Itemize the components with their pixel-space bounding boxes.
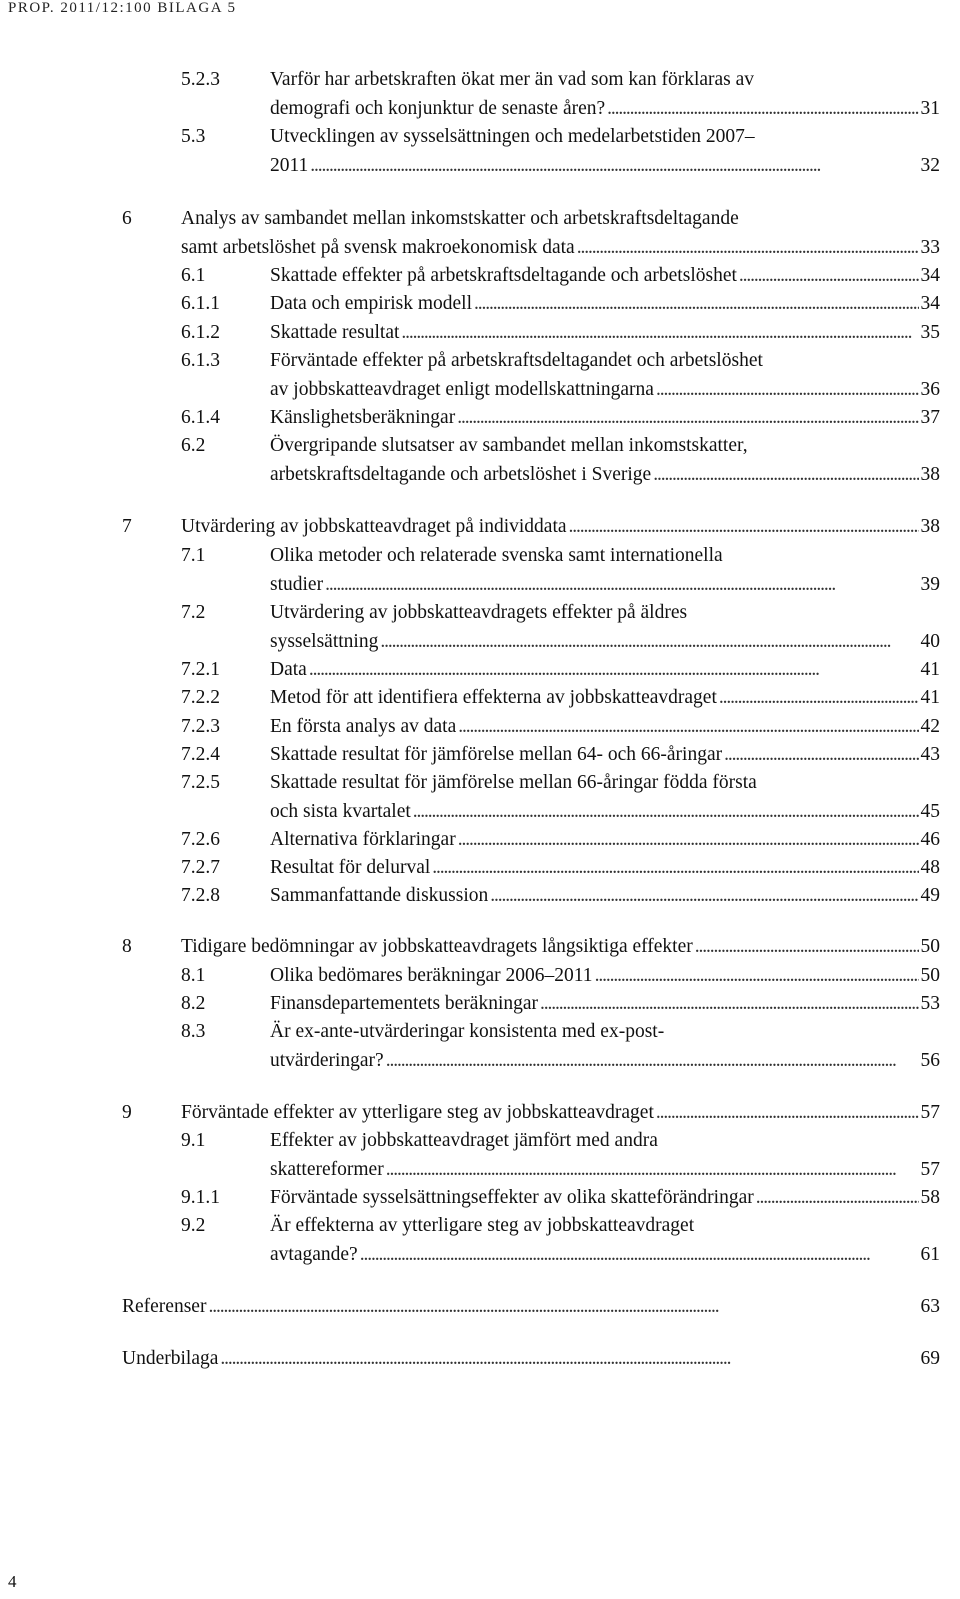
toc-entry-title: Underbilaga bbox=[122, 1348, 219, 1369]
toc-entry-link[interactable] bbox=[122, 1344, 940, 1374]
toc-entry-number: 7.2.3 bbox=[181, 716, 220, 737]
toc-entry-line bbox=[0, 289, 960, 319]
toc-entry-link[interactable] bbox=[181, 932, 940, 962]
toc-entry-line bbox=[0, 1211, 960, 1241]
toc-entry-title: Finansdepartementets beräkningar bbox=[270, 993, 539, 1014]
dot-leader bbox=[325, 570, 918, 600]
toc-page-number: 40 bbox=[920, 631, 940, 652]
toc-entry-link[interactable] bbox=[181, 512, 940, 542]
dot-leader bbox=[739, 261, 919, 291]
toc-entry-title: Övergripande slutsatser av sambandet mellan inkomstskatter, bbox=[270, 435, 748, 456]
toc-entry-title: avtagande? bbox=[270, 1244, 358, 1265]
toc-entry-title: Data och empirisk modell bbox=[270, 293, 472, 314]
toc-entry-line bbox=[0, 683, 960, 713]
toc-entry-link[interactable] bbox=[270, 94, 940, 124]
toc-page-number: 35 bbox=[920, 322, 940, 343]
toc-page-number: 39 bbox=[920, 574, 940, 595]
toc-entry-title: Effekter av jobbskatteavdraget jämfört med andra bbox=[270, 1130, 658, 1151]
toc-entry-number: 7.2.5 bbox=[181, 772, 220, 793]
toc-entry-link[interactable] bbox=[270, 460, 940, 490]
toc-entry-title: Olika bedömares beräkningar 2006–2011 bbox=[270, 965, 593, 986]
toc-entry-title: Metod för att identifiera effekterna av jobbskatteavdraget bbox=[270, 687, 717, 708]
dot-leader bbox=[360, 1240, 919, 1270]
toc-entry-title: Olika metoder och relaterade svenska samt internationella bbox=[270, 545, 723, 566]
toc-entry-line bbox=[0, 512, 960, 542]
toc-entry-number: 7.2.1 bbox=[181, 659, 220, 680]
toc-entry-number: 7.1 bbox=[181, 545, 206, 566]
toc-page-number: 63 bbox=[920, 1296, 940, 1317]
toc-entry-line bbox=[0, 1240, 960, 1270]
toc-page-number: 32 bbox=[920, 155, 940, 176]
toc-entry-line bbox=[0, 65, 960, 95]
toc-entry-title: Data bbox=[270, 659, 307, 680]
toc-page-number: 53 bbox=[920, 993, 940, 1014]
toc-entry-line bbox=[0, 932, 960, 962]
toc-entry-line bbox=[0, 712, 960, 742]
toc-page-number: 43 bbox=[920, 744, 940, 765]
toc-entry-number: 7.2 bbox=[181, 602, 206, 623]
toc-entry-number: 6.2 bbox=[181, 435, 206, 456]
toc-entry-link[interactable] bbox=[270, 825, 940, 855]
dot-leader bbox=[490, 881, 918, 911]
toc-page-number: 38 bbox=[920, 464, 940, 485]
toc-entry-link[interactable] bbox=[270, 797, 940, 827]
toc-entry-link[interactable] bbox=[270, 627, 940, 657]
toc-entry-link[interactable] bbox=[270, 1155, 940, 1185]
dot-leader bbox=[695, 932, 919, 962]
toc-entry-line bbox=[0, 1046, 960, 1076]
toc-page-number: 56 bbox=[920, 1050, 940, 1071]
toc-entry-line bbox=[0, 570, 960, 600]
dot-leader bbox=[386, 1046, 919, 1076]
toc-entry-title: Skattade resultat för jämförelse mellan 66-åringar födda första bbox=[270, 772, 757, 793]
toc-entry-line bbox=[0, 740, 960, 770]
toc-entry-title: Skattade resultat bbox=[270, 322, 400, 343]
toc-entry-number: 8.1 bbox=[181, 965, 206, 986]
toc-entry-line bbox=[0, 961, 960, 991]
toc-entry-number: 6.1.4 bbox=[181, 407, 220, 428]
toc-entry-title: Förväntade effekter av ytterligare steg av jobbskatteavdraget bbox=[181, 1102, 654, 1123]
toc-entry-title: 2011 bbox=[270, 155, 309, 176]
dot-leader bbox=[577, 233, 919, 263]
toc-entry-line bbox=[0, 627, 960, 657]
dot-leader bbox=[413, 797, 919, 827]
toc-entry-line bbox=[0, 797, 960, 827]
toc-entry-title: Skattade effekter på arbetskraftsdeltagande och arbetslöshet bbox=[270, 265, 737, 286]
dot-leader bbox=[220, 1344, 918, 1374]
toc-entry-number: 6.1.3 bbox=[181, 350, 220, 371]
toc-entry-title: arbetskraftsdeltagande och arbetslöshet i Sverige bbox=[270, 464, 652, 485]
dot-leader bbox=[309, 655, 919, 685]
toc-entry-number: 7.2.6 bbox=[181, 829, 220, 850]
dot-leader bbox=[595, 961, 919, 991]
toc-entry-link[interactable] bbox=[270, 403, 940, 433]
toc-entry-title: Varför har arbetskraften ökat mer än vad som kan förklaras av bbox=[270, 69, 755, 90]
toc-entry-number: 8 bbox=[122, 936, 132, 957]
toc-entry-link[interactable] bbox=[270, 989, 940, 1019]
toc-entry-line bbox=[0, 94, 960, 124]
dot-leader bbox=[607, 94, 918, 124]
toc-entry-line bbox=[0, 261, 960, 291]
dot-leader bbox=[457, 403, 918, 433]
toc-entry-line bbox=[0, 375, 960, 405]
toc-entry-title: En första analys av data bbox=[270, 716, 457, 737]
toc-entry-link[interactable] bbox=[270, 853, 940, 883]
toc-entry-title: Resultat för delurval bbox=[270, 857, 431, 878]
toc-entry-line bbox=[0, 1126, 960, 1156]
toc-entry-link[interactable] bbox=[270, 740, 940, 770]
toc-page-number: 57 bbox=[920, 1102, 940, 1123]
toc-entry-line bbox=[0, 1155, 960, 1185]
dot-leader bbox=[724, 740, 918, 770]
toc-page-number: 69 bbox=[920, 1348, 940, 1369]
toc-entry-title: demografi och konjunktur de senaste åren? bbox=[270, 98, 606, 119]
toc-entry-title: Utvärdering av jobbskatteavdraget på individdata bbox=[181, 516, 567, 537]
toc-entry-link[interactable] bbox=[270, 881, 940, 911]
toc-entry-number: 5.2.3 bbox=[181, 69, 220, 90]
toc-entry-number: 7.2.2 bbox=[181, 687, 220, 708]
toc-entry-line bbox=[0, 1183, 960, 1213]
toc-entry-title: Tidigare bedömningar av jobbskatteavdragets långsiktiga effekter bbox=[181, 936, 693, 957]
toc-page-number: 58 bbox=[920, 1187, 940, 1208]
toc-entry-title: samt arbetslöshet på svensk makroekonomisk data bbox=[181, 237, 575, 258]
toc-entry-title: Utvecklingen av sysselsättningen och medelarbetstiden 2007– bbox=[270, 126, 755, 147]
dot-leader bbox=[719, 683, 919, 713]
toc-page-number: 45 bbox=[920, 801, 940, 822]
toc-entry-link[interactable] bbox=[181, 233, 940, 263]
toc-entry-title: och sista kvartalet bbox=[270, 801, 411, 822]
toc-page-number: 49 bbox=[920, 885, 940, 906]
toc-entry-line bbox=[0, 233, 960, 263]
toc-page-number: 46 bbox=[920, 829, 940, 850]
toc-entry-number: 9 bbox=[122, 1102, 132, 1123]
toc-entry-line bbox=[0, 460, 960, 490]
toc-entry-link[interactable] bbox=[270, 151, 940, 181]
toc-entry-number: 7.2.4 bbox=[181, 744, 220, 765]
toc-page-number: 38 bbox=[920, 516, 940, 537]
toc-page-number: 42 bbox=[920, 716, 940, 737]
dot-leader bbox=[380, 627, 918, 657]
toc-entry-link[interactable] bbox=[270, 655, 940, 685]
toc-entry-number: 6.1.1 bbox=[181, 293, 220, 314]
dot-leader bbox=[653, 460, 918, 490]
toc-entry-title: Förväntade sysselsättningseffekter av olika skatteförändringar bbox=[270, 1187, 754, 1208]
toc-entry-link[interactable] bbox=[270, 570, 940, 600]
dot-leader bbox=[656, 1098, 919, 1128]
dot-leader bbox=[569, 512, 919, 542]
dot-leader bbox=[474, 289, 919, 319]
toc-page-number: 48 bbox=[920, 857, 940, 878]
toc-entry-link[interactable] bbox=[181, 1098, 940, 1128]
toc-page-number: 33 bbox=[920, 237, 940, 258]
dot-leader bbox=[540, 989, 918, 1019]
toc-entry-link[interactable] bbox=[270, 683, 940, 713]
toc-entry-title: Analys av sambandet mellan inkomstskatter och arbetskraftsdeltagande bbox=[181, 208, 739, 229]
toc-entry-line bbox=[0, 122, 960, 152]
toc-entry-title: sysselsättning bbox=[270, 631, 379, 652]
toc-entry-title: Är effekterna av ytterligare steg av jobbskatteavdraget bbox=[270, 1215, 695, 1236]
toc-entry-line bbox=[0, 825, 960, 855]
toc-entry-number: 7.2.7 bbox=[181, 857, 220, 878]
toc-entry-number: 9.1.1 bbox=[181, 1187, 220, 1208]
toc-page-number: 50 bbox=[920, 965, 940, 986]
dot-leader bbox=[386, 1155, 919, 1185]
toc-entry-line bbox=[0, 655, 960, 685]
toc-entry-title: Utvärdering av jobbskatteavdragets effekter på äldres bbox=[270, 602, 688, 623]
toc-page-number: 50 bbox=[920, 936, 940, 957]
toc-entry-line bbox=[0, 346, 960, 376]
toc-entry-number: 8.2 bbox=[181, 993, 206, 1014]
toc-entry-link[interactable] bbox=[270, 375, 940, 405]
toc-page-number: 36 bbox=[920, 379, 940, 400]
toc-entry-link[interactable] bbox=[270, 1183, 940, 1213]
toc-entry-title: Sammanfattande diskussion bbox=[270, 885, 489, 906]
dot-leader bbox=[756, 1183, 919, 1213]
toc-entry-line bbox=[0, 204, 960, 234]
toc-entry-title: Förväntade effekter på arbetskraftsdeltagandet och arbetslöshet bbox=[270, 350, 763, 371]
dot-leader bbox=[656, 375, 919, 405]
toc-entry-link[interactable] bbox=[270, 261, 940, 291]
toc-entry-number: 8.3 bbox=[181, 1021, 206, 1042]
toc-page-number: 41 bbox=[920, 659, 940, 680]
toc-entry-link[interactable] bbox=[270, 961, 940, 991]
toc-entry-number: 7.2.8 bbox=[181, 885, 220, 906]
running-header: PROP. 2011/12:100 BILAGA 5 bbox=[8, 0, 237, 16]
toc-entry-link[interactable] bbox=[122, 1292, 940, 1322]
toc-entry-line bbox=[0, 151, 960, 181]
toc-entry-title: utvärderingar? bbox=[270, 1050, 384, 1071]
toc-entry-line bbox=[0, 768, 960, 798]
toc-entry-title: Referenser bbox=[122, 1296, 207, 1317]
toc-page-number: 31 bbox=[920, 98, 940, 119]
dot-leader bbox=[458, 712, 918, 742]
dot-leader bbox=[432, 853, 918, 883]
toc-entry-line bbox=[0, 598, 960, 628]
toc-entry-number: 5.3 bbox=[181, 126, 206, 147]
toc-entry-link[interactable] bbox=[270, 712, 940, 742]
toc-entry-line bbox=[0, 541, 960, 571]
toc-page-number: 61 bbox=[920, 1244, 940, 1265]
toc-page-number: 34 bbox=[920, 293, 940, 314]
toc-page-number: 34 bbox=[920, 265, 940, 286]
toc-entry-number: 9.2 bbox=[181, 1215, 206, 1236]
toc-entry-title: av jobbskatteavdraget enligt modellskattningarna bbox=[270, 379, 654, 400]
toc-entry-title: Är ex-ante-utvärderingar konsistenta med ex-post- bbox=[270, 1021, 665, 1042]
dot-leader bbox=[310, 151, 918, 181]
toc-entry-line bbox=[0, 403, 960, 433]
toc-entry-number: 6.1 bbox=[181, 265, 206, 286]
toc-entry-title: Alternativa förklaringar bbox=[270, 829, 456, 850]
toc-entry-number: 6.1.2 bbox=[181, 322, 220, 343]
dot-leader bbox=[208, 1292, 918, 1322]
toc-entry-title: studier bbox=[270, 574, 324, 595]
toc-entry-line bbox=[0, 1292, 960, 1322]
toc-entry-line bbox=[0, 881, 960, 911]
toc-entry-number: 7 bbox=[122, 516, 132, 537]
toc-entry-link[interactable] bbox=[270, 1046, 940, 1076]
toc-entry-line bbox=[0, 1098, 960, 1128]
toc-entry-line bbox=[0, 853, 960, 883]
toc-page-number: 41 bbox=[920, 687, 940, 708]
toc-page-number: 37 bbox=[920, 407, 940, 428]
toc-entry-number: 6 bbox=[122, 208, 132, 229]
page-number: 4 bbox=[8, 1572, 17, 1591]
toc-entry-link[interactable] bbox=[270, 289, 940, 319]
toc-entry-line bbox=[0, 431, 960, 461]
toc-entry-title: Känslighetsberäkningar bbox=[270, 407, 456, 428]
toc-entry-title: Skattade resultat för jämförelse mellan 64- och 66-åringar bbox=[270, 744, 723, 765]
toc-entry-link[interactable] bbox=[270, 1240, 940, 1270]
toc-entry-number: 9.1 bbox=[181, 1130, 206, 1151]
toc-page-number: 57 bbox=[920, 1159, 940, 1180]
dot-leader bbox=[458, 825, 919, 855]
toc-entry-line bbox=[0, 1017, 960, 1047]
toc-entry-line bbox=[0, 989, 960, 1019]
dot-leader bbox=[401, 318, 918, 348]
toc-entry-link[interactable] bbox=[270, 318, 940, 348]
toc-entry-line bbox=[0, 1344, 960, 1374]
toc-entry-line bbox=[0, 318, 960, 348]
toc-entry-title: skattereformer bbox=[270, 1159, 384, 1180]
